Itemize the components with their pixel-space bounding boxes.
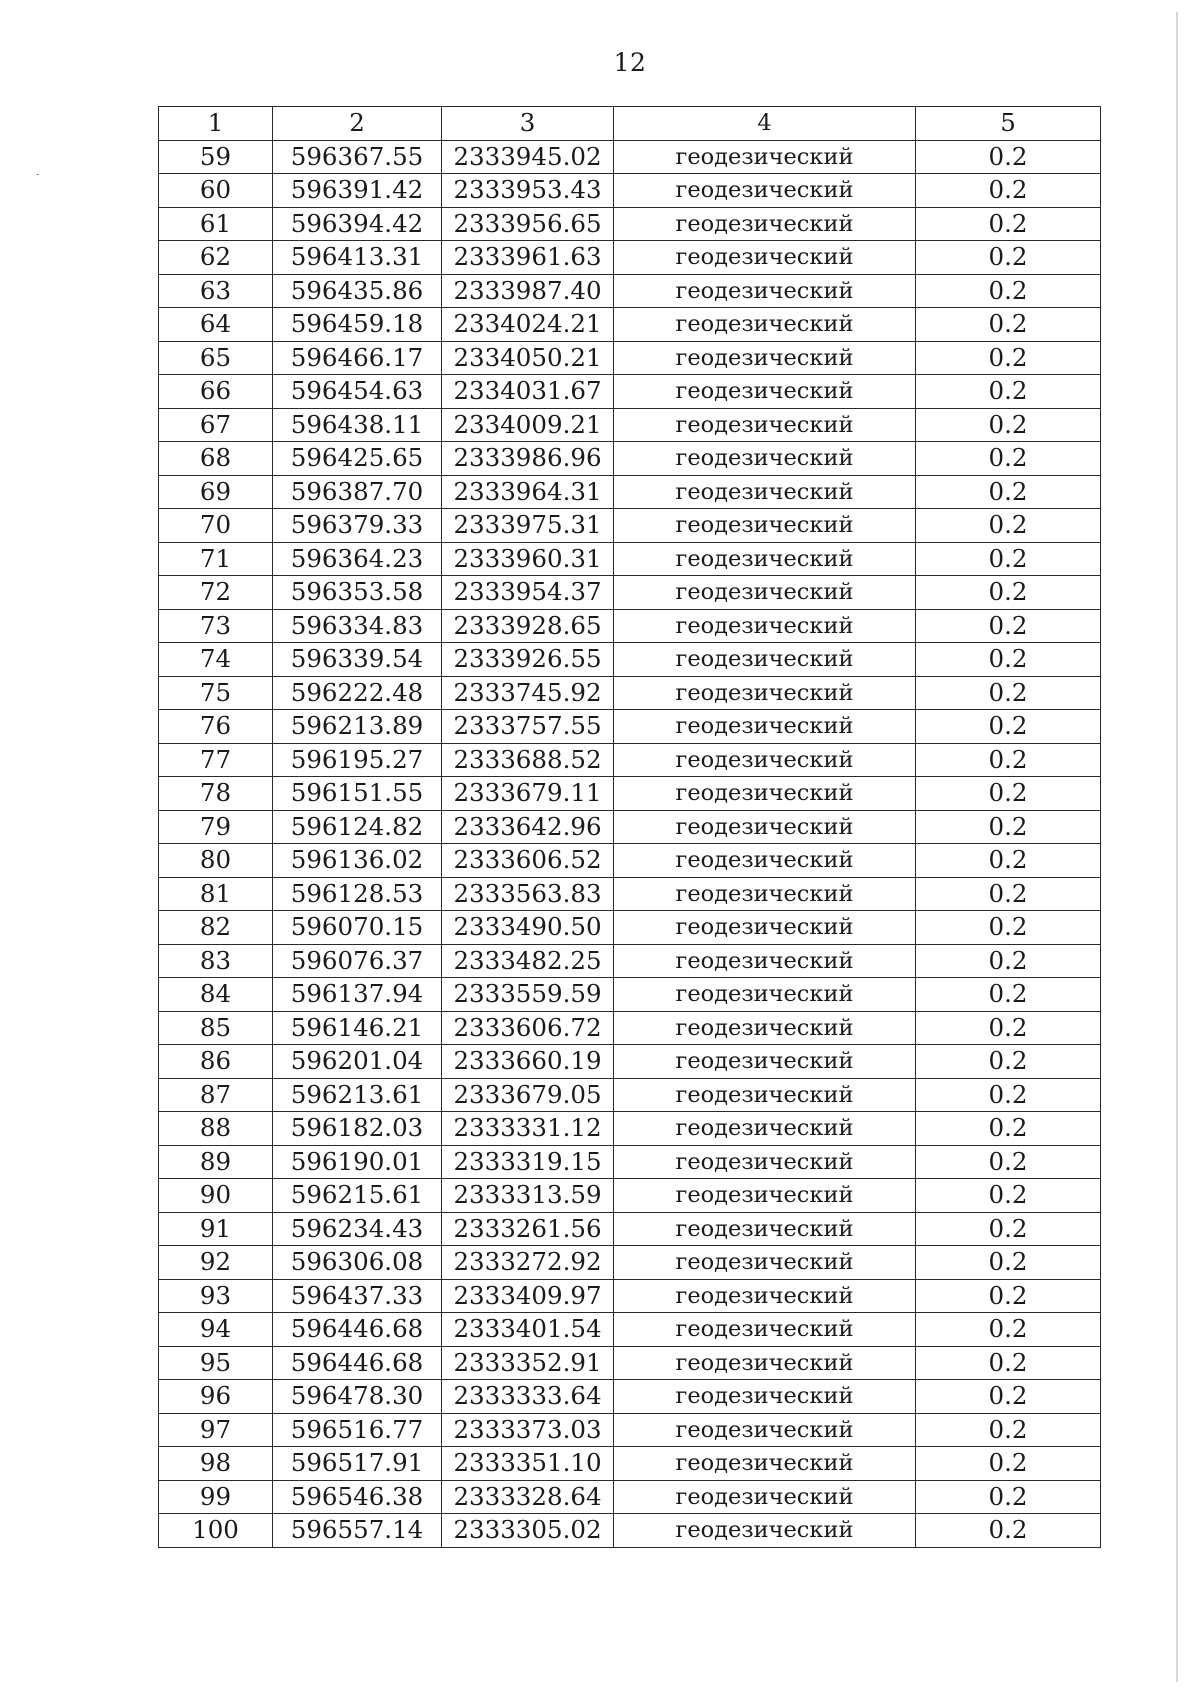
accuracy-cell: 0.2 (916, 810, 1101, 844)
table-row (159, 542, 1101, 576)
table-row (159, 140, 1101, 174)
point-number-cell: 72 (159, 576, 273, 610)
y-coordinate-cell: 2333606.52 (442, 844, 614, 878)
x-coordinate-cell: 596339.54 (273, 643, 442, 677)
point-number-cell: 89 (159, 1145, 273, 1179)
y-coordinate-cell: 2334031.67 (442, 375, 614, 409)
y-coordinate-cell: 2333679.05 (442, 1078, 614, 1112)
table-row (159, 408, 1101, 442)
column-header: 1 (159, 107, 273, 141)
accuracy-cell: 0.2 (916, 576, 1101, 610)
method-cell: геодезический (614, 1145, 916, 1179)
x-coordinate-cell: 596425.65 (273, 442, 442, 476)
page-edge-line (1176, 12, 1178, 1682)
point-number-cell: 84 (159, 978, 273, 1012)
table-row (159, 442, 1101, 476)
accuracy-cell: 0.2 (916, 207, 1101, 241)
point-number-cell: 86 (159, 1045, 273, 1079)
y-coordinate-cell: 2333409.97 (442, 1279, 614, 1313)
method-cell: геодезический (614, 944, 916, 978)
table-row (159, 576, 1101, 610)
table-row (159, 1112, 1101, 1146)
point-number-cell: 95 (159, 1346, 273, 1380)
coordinates-table (158, 106, 1101, 1548)
point-number-cell: 65 (159, 341, 273, 375)
accuracy-cell: 0.2 (916, 140, 1101, 174)
point-number-cell: 81 (159, 877, 273, 911)
x-coordinate-cell: 596446.68 (273, 1313, 442, 1347)
method-cell: геодезический (614, 1179, 916, 1213)
point-number-cell: 66 (159, 375, 273, 409)
method-cell: геодезический (614, 609, 916, 643)
method-cell: геодезический (614, 140, 916, 174)
table-row (159, 1011, 1101, 1045)
accuracy-cell: 0.2 (916, 643, 1101, 677)
method-cell: геодезический (614, 1514, 916, 1548)
table-row (159, 509, 1101, 543)
x-coordinate-cell: 596364.23 (273, 542, 442, 576)
table-row (159, 877, 1101, 911)
method-cell: геодезический (614, 174, 916, 208)
table-row (159, 341, 1101, 375)
method-cell: геодезический (614, 978, 916, 1012)
accuracy-cell: 0.2 (916, 844, 1101, 878)
x-coordinate-cell: 596438.11 (273, 408, 442, 442)
y-coordinate-cell: 2333272.92 (442, 1246, 614, 1280)
table-row (159, 1413, 1101, 1447)
table-row (159, 978, 1101, 1012)
method-cell: геодезический (614, 710, 916, 744)
method-cell: геодезический (614, 1112, 916, 1146)
x-coordinate-cell: 596379.33 (273, 509, 442, 543)
y-coordinate-cell: 2333305.02 (442, 1514, 614, 1548)
point-number-cell: 80 (159, 844, 273, 878)
point-number-cell: 88 (159, 1112, 273, 1146)
accuracy-cell: 0.2 (916, 1346, 1101, 1380)
method-cell: геодезический (614, 509, 916, 543)
scan-speck (36, 174, 39, 175)
method-cell: геодезический (614, 1246, 916, 1280)
point-number-cell: 94 (159, 1313, 273, 1347)
column-header: 5 (916, 107, 1101, 141)
point-number-cell: 59 (159, 140, 273, 174)
accuracy-cell: 0.2 (916, 609, 1101, 643)
y-coordinate-cell: 2333642.96 (442, 810, 614, 844)
table-row (159, 241, 1101, 275)
point-number-cell: 96 (159, 1380, 273, 1414)
x-coordinate-cell: 596182.03 (273, 1112, 442, 1146)
table-row (159, 1145, 1101, 1179)
point-number-cell: 91 (159, 1212, 273, 1246)
y-coordinate-cell: 2333926.55 (442, 643, 614, 677)
point-number-cell: 61 (159, 207, 273, 241)
point-number-cell: 77 (159, 743, 273, 777)
table-row (159, 1313, 1101, 1347)
table-row (159, 1212, 1101, 1246)
y-coordinate-cell: 2333313.59 (442, 1179, 614, 1213)
x-coordinate-cell: 596517.91 (273, 1447, 442, 1481)
table-row (159, 944, 1101, 978)
x-coordinate-cell: 596222.48 (273, 676, 442, 710)
table-row (159, 375, 1101, 409)
accuracy-cell: 0.2 (916, 408, 1101, 442)
x-coordinate-cell: 596478.30 (273, 1380, 442, 1414)
table-row (159, 1179, 1101, 1213)
x-coordinate-cell: 596413.31 (273, 241, 442, 275)
method-cell: геодезический (614, 274, 916, 308)
y-coordinate-cell: 2333490.50 (442, 911, 614, 945)
method-cell: геодезический (614, 375, 916, 409)
accuracy-cell: 0.2 (916, 1279, 1101, 1313)
accuracy-cell: 0.2 (916, 1413, 1101, 1447)
y-coordinate-cell: 2333954.37 (442, 576, 614, 610)
table-row (159, 710, 1101, 744)
point-number-cell: 73 (159, 609, 273, 643)
table-row (159, 1480, 1101, 1514)
table-header-row (159, 107, 1101, 141)
page-number: 12 (613, 48, 647, 77)
table-row (159, 1514, 1101, 1548)
x-coordinate-cell: 596435.86 (273, 274, 442, 308)
accuracy-cell: 0.2 (916, 1514, 1101, 1548)
y-coordinate-cell: 2333975.31 (442, 509, 614, 543)
column-header: 4 (614, 107, 916, 141)
method-cell: геодезический (614, 911, 916, 945)
method-cell: геодезический (614, 1078, 916, 1112)
x-coordinate-cell: 596124.82 (273, 810, 442, 844)
table-row (159, 1447, 1101, 1481)
x-coordinate-cell: 596387.70 (273, 475, 442, 509)
method-cell: геодезический (614, 1045, 916, 1079)
method-cell: геодезический (614, 241, 916, 275)
accuracy-cell: 0.2 (916, 743, 1101, 777)
y-coordinate-cell: 2333351.10 (442, 1447, 614, 1481)
y-coordinate-cell: 2333956.65 (442, 207, 614, 241)
accuracy-cell: 0.2 (916, 1179, 1101, 1213)
method-cell: геодезический (614, 442, 916, 476)
table-row (159, 174, 1101, 208)
accuracy-cell: 0.2 (916, 274, 1101, 308)
y-coordinate-cell: 2333606.72 (442, 1011, 614, 1045)
y-coordinate-cell: 2333928.65 (442, 609, 614, 643)
y-coordinate-cell: 2333373.03 (442, 1413, 614, 1447)
x-coordinate-cell: 596353.58 (273, 576, 442, 610)
method-cell: геодезический (614, 1279, 916, 1313)
table-row (159, 1380, 1101, 1414)
accuracy-cell: 0.2 (916, 944, 1101, 978)
y-coordinate-cell: 2333945.02 (442, 140, 614, 174)
accuracy-cell: 0.2 (916, 1313, 1101, 1347)
y-coordinate-cell: 2333960.31 (442, 542, 614, 576)
accuracy-cell: 0.2 (916, 1246, 1101, 1280)
x-coordinate-cell: 596195.27 (273, 743, 442, 777)
accuracy-cell: 0.2 (916, 710, 1101, 744)
accuracy-cell: 0.2 (916, 877, 1101, 911)
table-row (159, 1346, 1101, 1380)
table-row (159, 475, 1101, 509)
table-row (159, 1246, 1101, 1280)
table-row (159, 810, 1101, 844)
y-coordinate-cell: 2333987.40 (442, 274, 614, 308)
method-cell: геодезический (614, 1380, 916, 1414)
method-cell: геодезический (614, 844, 916, 878)
y-coordinate-cell: 2333679.11 (442, 777, 614, 811)
y-coordinate-cell: 2333331.12 (442, 1112, 614, 1146)
x-coordinate-cell: 596070.15 (273, 911, 442, 945)
x-coordinate-cell: 596213.89 (273, 710, 442, 744)
table-row (159, 777, 1101, 811)
accuracy-cell: 0.2 (916, 777, 1101, 811)
y-coordinate-cell: 2333328.64 (442, 1480, 614, 1514)
table-row (159, 207, 1101, 241)
x-coordinate-cell: 596146.21 (273, 1011, 442, 1045)
y-coordinate-cell: 2333333.64 (442, 1380, 614, 1414)
x-coordinate-cell: 596516.77 (273, 1413, 442, 1447)
point-number-cell: 60 (159, 174, 273, 208)
x-coordinate-cell: 596128.53 (273, 877, 442, 911)
point-number-cell: 76 (159, 710, 273, 744)
point-number-cell: 93 (159, 1279, 273, 1313)
accuracy-cell: 0.2 (916, 509, 1101, 543)
method-cell: геодезический (614, 576, 916, 610)
method-cell: геодезический (614, 1346, 916, 1380)
method-cell: геодезический (614, 676, 916, 710)
point-number-cell: 78 (159, 777, 273, 811)
accuracy-cell: 0.2 (916, 1212, 1101, 1246)
method-cell: геодезический (614, 1480, 916, 1514)
y-coordinate-cell: 2333352.91 (442, 1346, 614, 1380)
point-number-cell: 71 (159, 542, 273, 576)
column-header: 3 (442, 107, 614, 141)
table-row (159, 609, 1101, 643)
point-number-cell: 87 (159, 1078, 273, 1112)
x-coordinate-cell: 596234.43 (273, 1212, 442, 1246)
x-coordinate-cell: 596454.63 (273, 375, 442, 409)
table-row (159, 643, 1101, 677)
point-number-cell: 64 (159, 308, 273, 342)
y-coordinate-cell: 2334050.21 (442, 341, 614, 375)
x-coordinate-cell: 596459.18 (273, 308, 442, 342)
x-coordinate-cell: 596306.08 (273, 1246, 442, 1280)
y-coordinate-cell: 2333261.56 (442, 1212, 614, 1246)
y-coordinate-cell: 2334009.21 (442, 408, 614, 442)
x-coordinate-cell: 596137.94 (273, 978, 442, 1012)
point-number-cell: 68 (159, 442, 273, 476)
point-number-cell: 75 (159, 676, 273, 710)
y-coordinate-cell: 2333961.63 (442, 241, 614, 275)
table-row (159, 308, 1101, 342)
method-cell: геодезический (614, 1011, 916, 1045)
y-coordinate-cell: 2333688.52 (442, 743, 614, 777)
point-number-cell: 79 (159, 810, 273, 844)
accuracy-cell: 0.2 (916, 241, 1101, 275)
y-coordinate-cell: 2333401.54 (442, 1313, 614, 1347)
method-cell: геодезический (614, 475, 916, 509)
accuracy-cell: 0.2 (916, 442, 1101, 476)
point-number-cell: 90 (159, 1179, 273, 1213)
x-coordinate-cell: 596334.83 (273, 609, 442, 643)
point-number-cell: 97 (159, 1413, 273, 1447)
point-number-cell: 99 (159, 1480, 273, 1514)
accuracy-cell: 0.2 (916, 1112, 1101, 1146)
accuracy-cell: 0.2 (916, 1045, 1101, 1079)
method-cell: геодезический (614, 408, 916, 442)
method-cell: геодезический (614, 1212, 916, 1246)
table-row (159, 844, 1101, 878)
x-coordinate-cell: 596151.55 (273, 777, 442, 811)
point-number-cell: 85 (159, 1011, 273, 1045)
accuracy-cell: 0.2 (916, 542, 1101, 576)
table-row (159, 743, 1101, 777)
x-coordinate-cell: 596190.01 (273, 1145, 442, 1179)
y-coordinate-cell: 2333986.96 (442, 442, 614, 476)
x-coordinate-cell: 596557.14 (273, 1514, 442, 1548)
table-row (159, 1045, 1101, 1079)
accuracy-cell: 0.2 (916, 1145, 1101, 1179)
method-cell: геодезический (614, 810, 916, 844)
table-row (159, 1279, 1101, 1313)
x-coordinate-cell: 596201.04 (273, 1045, 442, 1079)
point-number-cell: 67 (159, 408, 273, 442)
method-cell: геодезический (614, 1447, 916, 1481)
table-row (159, 1078, 1101, 1112)
x-coordinate-cell: 596446.68 (273, 1346, 442, 1380)
y-coordinate-cell: 2333757.55 (442, 710, 614, 744)
y-coordinate-cell: 2334024.21 (442, 308, 614, 342)
x-coordinate-cell: 596546.38 (273, 1480, 442, 1514)
method-cell: геодезический (614, 308, 916, 342)
point-number-cell: 62 (159, 241, 273, 275)
accuracy-cell: 0.2 (916, 475, 1101, 509)
accuracy-cell: 0.2 (916, 341, 1101, 375)
accuracy-cell: 0.2 (916, 676, 1101, 710)
x-coordinate-cell: 596437.33 (273, 1279, 442, 1313)
y-coordinate-cell: 2333745.92 (442, 676, 614, 710)
accuracy-cell: 0.2 (916, 1447, 1101, 1481)
table-body (159, 107, 1101, 1548)
accuracy-cell: 0.2 (916, 1011, 1101, 1045)
method-cell: геодезический (614, 542, 916, 576)
x-coordinate-cell: 596391.42 (273, 174, 442, 208)
method-cell: геодезический (614, 341, 916, 375)
x-coordinate-cell: 596215.61 (273, 1179, 442, 1213)
method-cell: геодезический (614, 1413, 916, 1447)
point-number-cell: 98 (159, 1447, 273, 1481)
method-cell: геодезический (614, 1313, 916, 1347)
x-coordinate-cell: 596466.17 (273, 341, 442, 375)
point-number-cell: 70 (159, 509, 273, 543)
x-coordinate-cell: 596213.61 (273, 1078, 442, 1112)
point-number-cell: 100 (159, 1514, 273, 1548)
accuracy-cell: 0.2 (916, 1078, 1101, 1112)
point-number-cell: 63 (159, 274, 273, 308)
y-coordinate-cell: 2333319.15 (442, 1145, 614, 1179)
table-row (159, 676, 1101, 710)
method-cell: геодезический (614, 877, 916, 911)
table-row (159, 274, 1101, 308)
method-cell: геодезический (614, 743, 916, 777)
point-number-cell: 92 (159, 1246, 273, 1280)
y-coordinate-cell: 2333559.59 (442, 978, 614, 1012)
point-number-cell: 69 (159, 475, 273, 509)
method-cell: геодезический (614, 643, 916, 677)
accuracy-cell: 0.2 (916, 375, 1101, 409)
accuracy-cell: 0.2 (916, 911, 1101, 945)
y-coordinate-cell: 2333482.25 (442, 944, 614, 978)
x-coordinate-cell: 596076.37 (273, 944, 442, 978)
method-cell: геодезический (614, 777, 916, 811)
point-number-cell: 74 (159, 643, 273, 677)
y-coordinate-cell: 2333953.43 (442, 174, 614, 208)
point-number-cell: 83 (159, 944, 273, 978)
x-coordinate-cell: 596136.02 (273, 844, 442, 878)
point-number-cell: 82 (159, 911, 273, 945)
y-coordinate-cell: 2333660.19 (442, 1045, 614, 1079)
x-coordinate-cell: 596367.55 (273, 140, 442, 174)
accuracy-cell: 0.2 (916, 174, 1101, 208)
method-cell: геодезический (614, 207, 916, 241)
accuracy-cell: 0.2 (916, 1380, 1101, 1414)
table-row (159, 911, 1101, 945)
x-coordinate-cell: 596394.42 (273, 207, 442, 241)
column-header: 2 (273, 107, 442, 141)
accuracy-cell: 0.2 (916, 1480, 1101, 1514)
y-coordinate-cell: 2333563.83 (442, 877, 614, 911)
accuracy-cell: 0.2 (916, 978, 1101, 1012)
y-coordinate-cell: 2333964.31 (442, 475, 614, 509)
accuracy-cell: 0.2 (916, 308, 1101, 342)
